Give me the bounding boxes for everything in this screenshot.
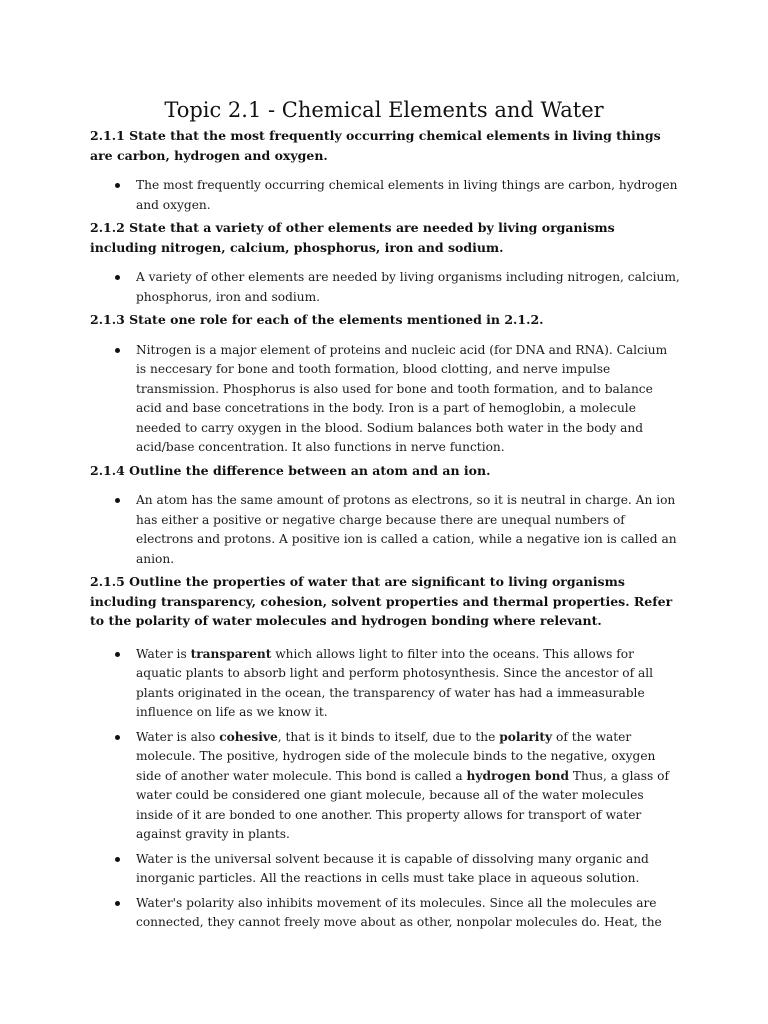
bullet-icon [115,735,120,740]
bullet-icon [115,498,120,503]
bullet-list [90,341,680,458]
bullet-list [90,176,680,215]
bullet-icon [115,857,120,862]
bullet-text: A variety of other elements are needed by living organisms including nitrogen, calcium, phosphorus, iron and sodium. [136,270,680,304]
section-heading: 2.1.3 State one role for each of the elements mentioned in 2.1.2. [90,312,544,327]
bold-term-polarity: polarity [499,729,553,744]
section-heading: 2.1.2 State that a variety of other elements are needed by living organisms including nitrogen, calcium, phosphorus, iron and sodium. [90,220,615,255]
bold-term-hydrogen-bond: hydrogen bond [466,768,569,783]
page-title: Topic 2.1 - Chemical Elements and Water [164,98,604,122]
bold-term-cohesive: cohesive [219,729,278,744]
bullet-item [90,176,680,215]
bullet-text-mid: , that is it binds to itself, due to the [277,729,500,744]
bullet-text-mid: of the water molecule. The positive, hydrogen side of the molecule binds to the negative, oxygen side of another water molecule. This bond is called a [136,729,656,783]
bullet-text-pre: Water is also [136,729,220,744]
bullet-item-transparent [90,645,680,723]
bullet-item-cohesive [90,728,680,845]
bullet-text: Water's polarity also inhibits movement of its molecules. Since all the molecules are connected, they cannot freely move about as other, nonpolar molecules do. Heat, the [136,895,662,929]
bullet-item [90,491,680,569]
section-heading: 2.1.1 State that the most frequently occurring chemical elements in living things are carbon, hydrogen and oxygen. [90,128,661,163]
bullet-item [90,341,680,458]
section-2-1-3 [90,310,680,458]
bullet-list [90,491,680,569]
section-2-1-2 [90,218,680,307]
section-2-1-5 [90,572,680,933]
section-2-1-1 [90,126,680,215]
bullet-text-post: Thus, a glass of water could be considered one giant molecule, because all of the water molecules inside of it are bonded to one another. This property allows for transport of water against gravity in plants. [136,768,670,841]
bullet-item-solvent [90,850,680,889]
bullet-icon [115,652,120,657]
bullet-item [90,268,680,307]
document-body [90,126,680,934]
bullet-text: Water is the universal solvent because it is capable of dissolving many organic and inorganic particles. All the reactions in cells must take place in aqueous solution. [136,851,649,885]
section-heading: 2.1.5 Outline the properties of water that are significant to living organisms including transparency, cohesion, solvent properties and thermal properties. Refer to the polarity of water molecules and hydrogen bonding where relevant. [90,574,673,628]
bullet-icon [115,183,120,188]
bullet-text: The most frequently occurring chemical elements in living things are carbon, hydrogen and oxygen. [136,178,678,212]
bullet-icon [115,901,120,906]
bullet-text-pre: Water is [136,646,191,661]
section-heading: 2.1.4 Outline the difference between an atom and an ion. [90,462,491,478]
bullet-text-post: which allows light to filter into the oceans. This allows for aquatic plants to absorb light and perform photosynthesis. Since the ancestor of all plants originated in the ocean, the transparency of water has had a immeasurable influence on life as we know it. [136,646,654,719]
bullet-item-thermal [90,894,680,933]
bullet-list [90,645,680,933]
bullet-icon [115,275,120,280]
bullet-text: An atom has the same amount of protons as electrons, so it is neutral in charge. An ion has either a positive or negative charge because there are unequal numbers of electrons and protons. A positive ion is called a cation, while a negative ion is called an anion. [136,493,677,566]
bullet-icon [115,348,120,353]
section-2-1-4 [90,461,680,570]
bold-term-transparent: transparent [190,646,272,661]
bullet-text: Nitrogen is a major element of proteins and nucleic acid (for DNA and RNA). Calcium is neccesary for bone and tooth formation, blood clotting, and nerve impulse transmission. Phosphorus is also used for bone and tooth formation, and to balance acid and base concetrations in the body. Iron is a part of hemoglobin, a molecule needed to carry oxygen in the blood. Sodium balances both water in the body and acid/base concentration. It also functions in nerve function. [136,342,668,454]
bullet-list [90,268,680,307]
